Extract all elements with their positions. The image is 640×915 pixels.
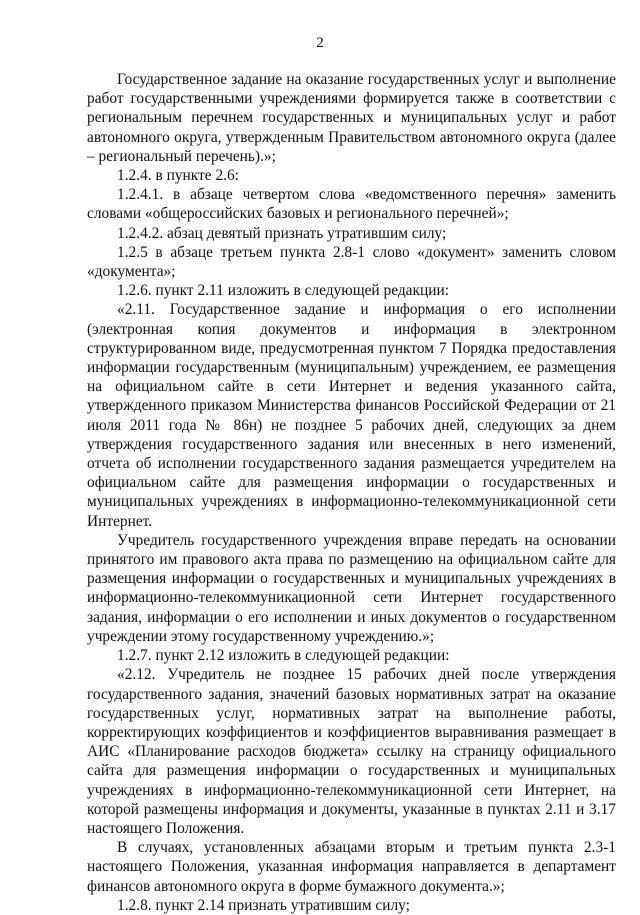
paragraph: 1.2.4. в пункте 2.6: xyxy=(117,167,239,185)
paragraph: 1.2.6. пункт 2.11 изложить в следующей редакции: xyxy=(117,282,449,300)
paragraph: В случаях, установленных абзацами вторым и третьим пункта 2.3-1 настоящего Положения, указанная информация направляется в департамент финансов автономного округа в форме бумажного документа.»; xyxy=(87,839,616,895)
paragraph: «2.11. Государственное задание и информация о его исполнении (электронная копия документов и информация в электронном структурированном виде, предусмотренная пунктом 7 Порядка предоставления информации государственным (муниципальным) учреждением, ее размещения на официальном сайте в сети Интернет и ведения указанного сайта, утвержденного приказом Министерства финансов Российской Федерации от 21 июля 2011 года № 86н) не позднее 5 рабочих дней, следующих за днем утверждения государственного задания или внесенных в него изменений, отчета об исполнении государственного задания размещается учредителем на официальном сайте для размещения информации о государственных и муниципальных учреждениях в информационно-телекоммуникационной сети Интернет. xyxy=(87,301,616,530)
paragraph: «2.12. Учредитель не позднее 15 рабочих дней после утверждения государственного задания, значений базовых нормативных затрат на оказание государственных услуг, нормативных затрат на выполнение работы, корректирующих коэффициентов и коэффициентов выравнивания размещает в АИС «Планирование расходов бюджета» ссылку на страницу официального сайта для размещения информации о государственных и муниципальных учреждениях в информационно-телекоммуникационной сети Интернет, на которой размещены информация и документы, указанные в пунктах 2.11 и 3.17 настоящего Положения. xyxy=(87,666,616,837)
paragraph: 1.2.4.1. в абзаце четвертом слова «ведомственного перечня» заменить словами «общероссийских базовых и регионального перечней»; xyxy=(87,186,616,223)
paragraph: 1.2.7. пункт 2.12 изложить в следующей редакции: xyxy=(117,647,450,665)
paragraph: 1.2.5 в абзаце третьем пункта 2.8-1 слово «документ» заменить словом «документа»; xyxy=(87,243,616,281)
paragraph: Учредитель государственного учреждения вправе передать на основании принятого им правового акта права по размещению на официальном сайте для размещения информации о государственных и муниципальных учреждениях в информационно-телекоммуникационной сети Интернет государственного задания, информации о его исполнении и иных документов о государственном учреждении этому государственному учреждению.»; xyxy=(87,531,616,645)
paragraph: Государственное задание на оказание государственных услуг и выполнение работ государственными учреждениями формируется также в соответствии с региональным перечнем государственных и муниципальных услуг и работ автономного округа, утвержденным Правительством автономного округа (далее – региональный перечень).»; xyxy=(87,71,616,165)
page-number: 2 xyxy=(316,35,324,51)
paragraph: 1.2.8. пункт 2.14 признать утратившим силу; xyxy=(117,896,410,914)
paragraph: 1.2.4.2. абзац девятый признать утратившим силу; xyxy=(117,224,447,242)
document-body xyxy=(87,70,616,915)
